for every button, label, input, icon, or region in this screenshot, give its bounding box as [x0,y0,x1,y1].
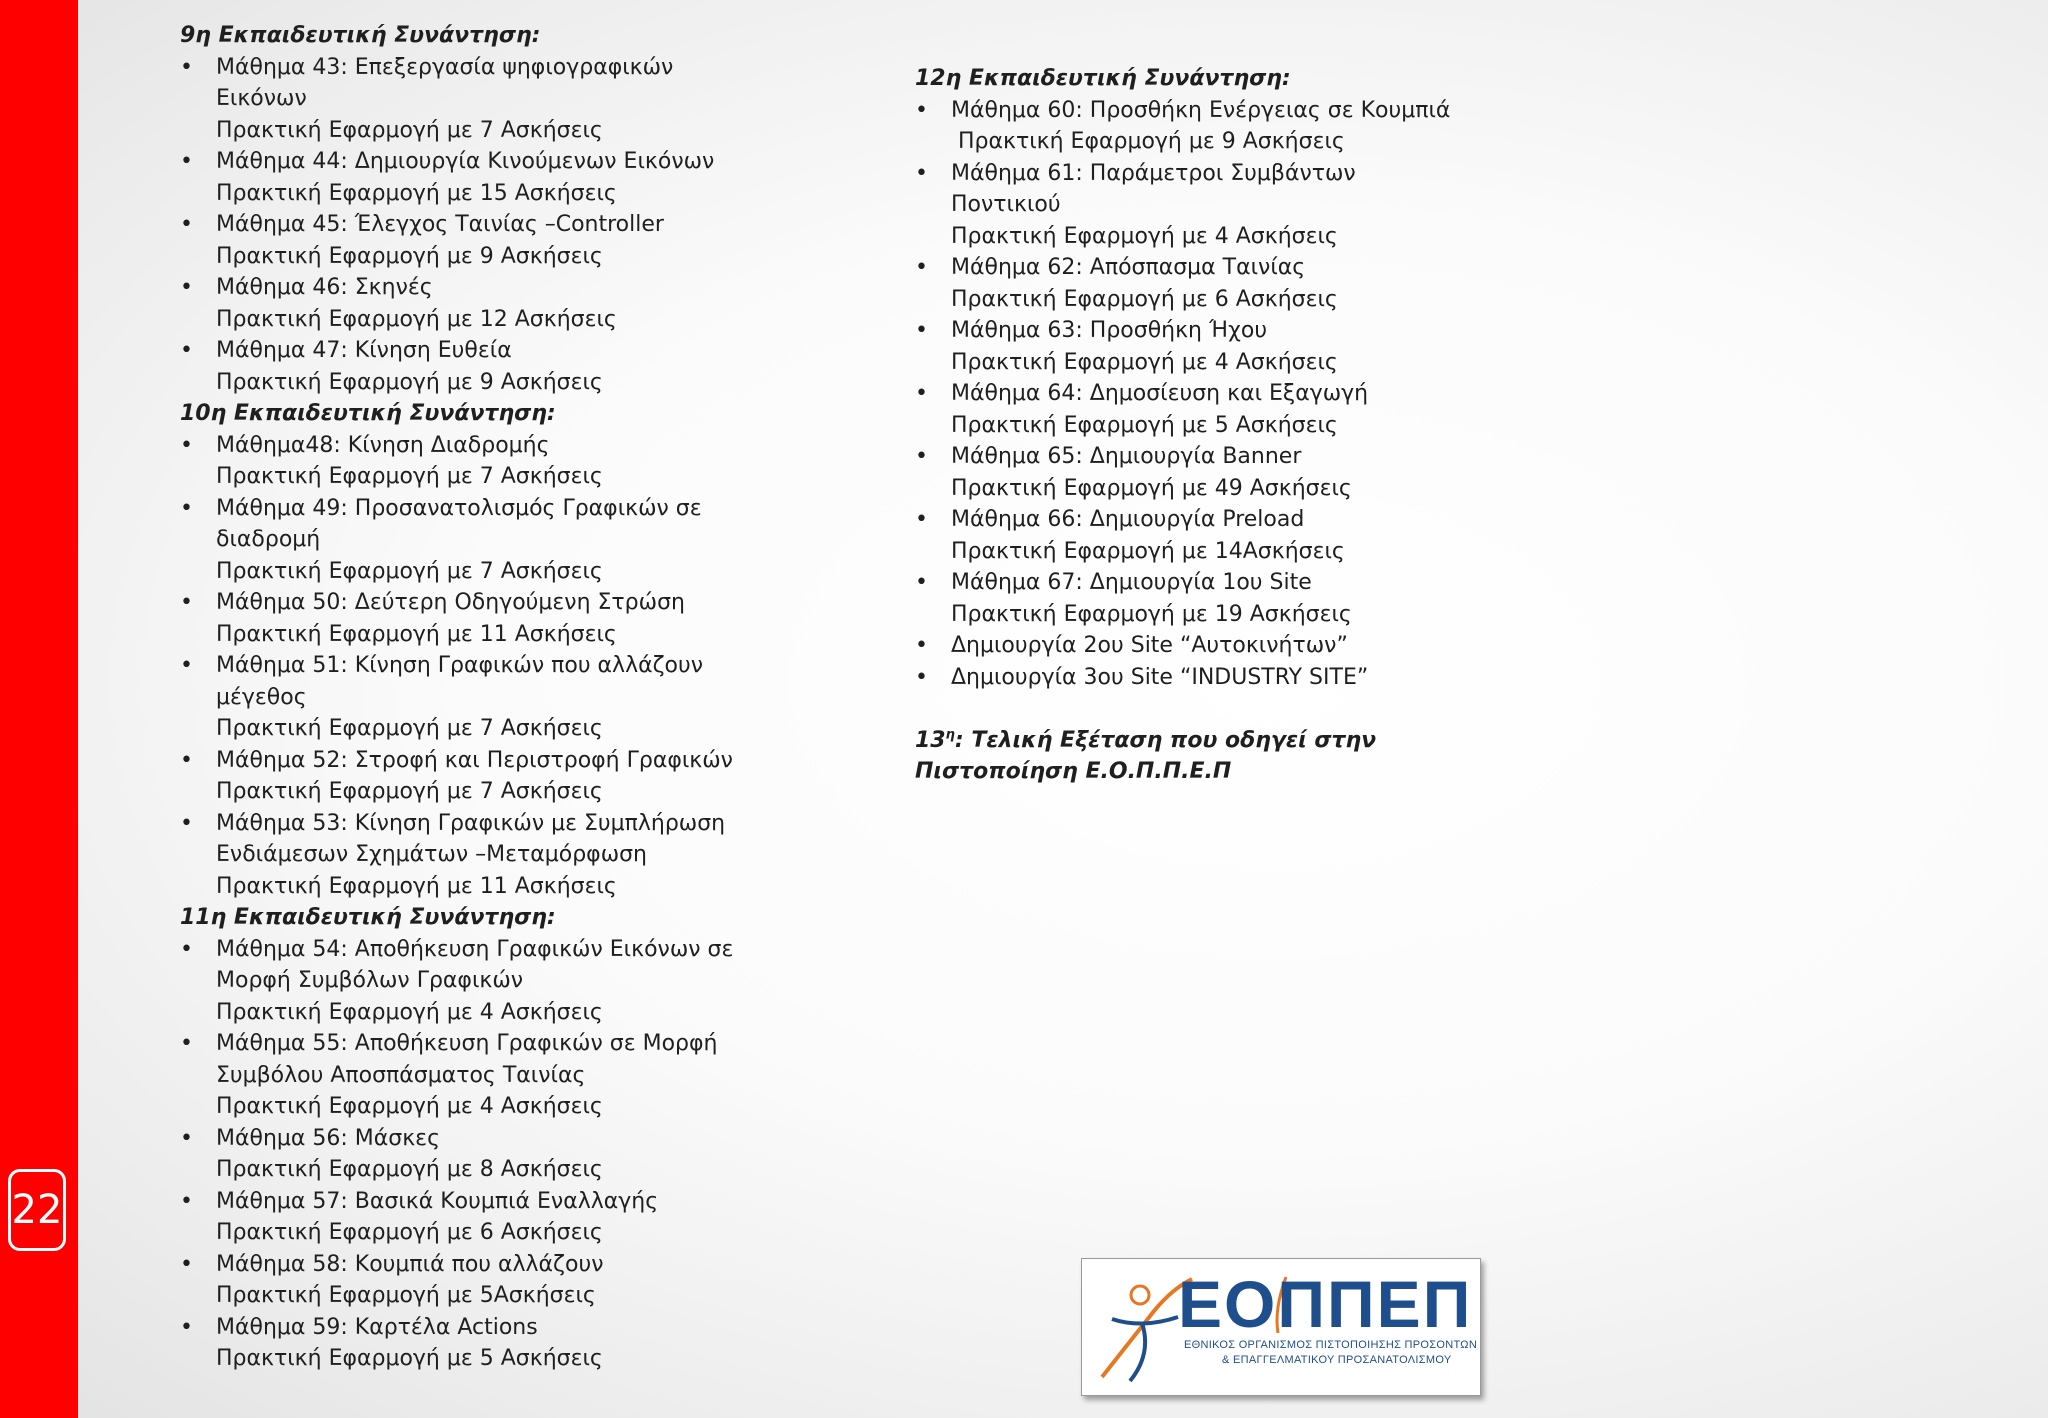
list-item [180,272,780,335]
lesson-title-cont: μέγεθος [216,684,307,710]
lesson-list [180,52,780,399]
lesson-title: • Μάθημα 66: Δημιουργία Preload [951,507,1305,532]
lesson-practice: Πρακτική Εφαρμογή με 5 Ασκήσεις [216,1346,603,1371]
right-column [915,63,1535,788]
lesson-title-cont: Συμβόλου Αποσπάσματος Ταινίας [216,1062,586,1088]
lesson-title: • Μάθημα 52: Στροφή και Περιστροφή Γραφικών [216,747,733,773]
lesson-practice: Πρακτική Εφαρμογή με 6 Ασκήσεις [951,286,1338,312]
lesson-title: • Μάθημα48: Κίνηση Διαδρομής [216,432,550,458]
logo-subtitle-1: ΕΘΝΙΚΟΣ ΟΡΓΑΝΙΣΜΟΣ ΠΙΣΤΟΠΟΙΗΣΗΣ ΠΡΟΣΟΝΤΩΝ [1184,1339,1478,1351]
lesson-title: • Μάθημα 67: Δημιουργία 1ου Site [951,570,1312,595]
section-9 [180,20,780,398]
lesson-practice: Πρακτική Εφαρμογή με 7 Ασκήσεις [216,558,603,584]
lesson-title-cont: διαδρομή [216,527,321,552]
logo-title: ΕΟΠΠΕΠ [1178,1267,1473,1341]
list-item [180,1028,780,1123]
section-10 [180,398,780,902]
lesson-practice: Πρακτική Εφαρμογή με 4 Ασκήσεις [951,223,1338,249]
list-item [180,335,780,398]
lesson-practice: Πρακτική Εφαρμογή με 4 Ασκήσεις [216,1094,603,1119]
lesson-practice: Πρακτική Εφαρμογή με 11 Ασκήσεις [216,873,617,899]
lesson-practice: Πρακτική Εφαρμογή με 19 Ασκήσεις [951,601,1352,627]
lesson-list [180,934,780,1375]
list-item [915,158,1535,253]
list-item [915,504,1535,567]
lesson-practice: Πρακτική Εφαρμογή με 9 Ασκήσεις [951,129,1345,154]
lesson-title: • Μάθημα 51: Κίνηση Γραφικών που αλλάζουν [216,653,704,678]
section-heading: 11η Εκπαιδευτική Συνάντηση: [180,905,556,930]
section-11 [180,902,780,1375]
list-item [180,587,780,650]
list-item [180,745,780,808]
lesson-title: • Μάθημα 45: Έλεγχος Ταινίας –Controller [216,212,664,237]
list-item [180,430,780,493]
lesson-practice: Πρακτική Εφαρμογή με 9 Ασκήσεις [216,243,603,269]
list-item [180,650,780,745]
list-item [180,146,780,209]
final-superscript: η [945,727,955,743]
lesson-practice: Πρακτική Εφαρμογή με 7 Ασκήσεις [216,464,603,489]
lesson-title-cont: Ποντικιού [951,192,1061,217]
site-item: • Δημιουργία 2ου Site “Αυτοκινήτων” [951,633,1348,658]
list-item [180,1249,780,1312]
lesson-practice: Πρακτική Εφαρμογή με 49 Ασκήσεις [951,475,1352,501]
lesson-title: • Μάθημα 44: Δημιουργία Κινούμενων Εικόνων [216,149,715,174]
lesson-title: • Μάθημα 47: Κίνηση Ευθεία [216,338,512,363]
lesson-title: • Μάθημα 58: Κουμπιά που αλλάζουν [216,1251,604,1277]
lesson-practice: Πρακτική Εφαρμογή με 4 Ασκήσεις [216,999,603,1025]
lesson-title: • Μάθημα 50: Δεύτερη Οδηγούμενη Στρώση [216,590,685,615]
lesson-title: • Μάθημα 53: Κίνηση Γραφικών με Συμπλήρωση [216,810,726,836]
list-item [180,1186,780,1249]
lesson-title: • Μάθημα 57: Βασικά Κουμπιά Εναλλαγής [216,1188,659,1214]
final-number: 13 [915,727,946,753]
final-line-1: : Τελική Εξέταση που οδηγεί στην [954,727,1377,753]
list-item [915,567,1535,630]
lesson-practice: Πρακτική Εφαρμογή με 12 Ασκήσεις [216,306,617,332]
lesson-title: • Μάθημα 55: Αποθήκευση Γραφικών σε Μορφή [216,1031,718,1056]
list-item [180,1123,780,1186]
site-item: • Δημιουργία 3ου Site “INDUSTRY SITE” [951,664,1369,690]
lesson-practice: Πρακτική Εφαρμογή με 7 Ασκήσεις [216,716,603,741]
list-item [180,209,780,272]
list-item [915,315,1535,378]
lesson-practice: Πρακτική Εφαρμογή με 7 Ασκήσεις [216,117,603,143]
lesson-practice: Πρακτική Εφαρμογή με 14Ασκήσεις [951,538,1345,564]
lesson-practice: Πρακτική Εφαρμογή με 9 Ασκήσεις [216,369,603,395]
lesson-title-cont: Ενδιάμεσων Σχημάτων –Μεταμόρφωση [216,842,647,867]
section-12 [915,63,1535,693]
list-item [915,662,1535,694]
lesson-practice: Πρακτική Εφαρμογή με 6 Ασκήσεις [216,1220,603,1245]
lesson-practice: Πρακτική Εφαρμογή με 5 Ασκήσεις [951,412,1338,438]
list-item [915,378,1535,441]
lesson-title: • Μάθημα 59: Καρτέλα Actions [216,1314,538,1340]
lesson-practice: Πρακτική Εφαρμογή με 7 Ασκήσεις [216,779,603,804]
list-item [180,934,780,1029]
lesson-title: • Μάθημα 49: Προσανατολισμός Γραφικών σε [216,495,702,521]
section-heading: 9η Εκπαιδευτική Συνάντηση: [180,23,541,48]
lesson-practice: Πρακτική Εφαρμογή με 4 Ασκήσεις [951,349,1338,375]
lesson-title: • Μάθημα 54: Αποθήκευση Γραφικών Εικόνων σε [216,936,734,962]
lesson-practice: Πρακτική Εφαρμογή με 11 Ασκήσεις [216,621,617,647]
lesson-title: • Μάθημα 63: Προσθήκη Ήχου [951,318,1268,343]
final-line-2: Πιστοποίηση Ε.Ο.Π.Π.Ε.Π [915,759,1232,784]
list-item [915,95,1535,158]
lesson-title-cont: Μορφή Συμβόλων Γραφικών [216,968,524,993]
section-heading: 12η Εκπαιδευτική Συνάντηση: [915,66,1291,91]
lesson-title-cont: Εικόνων [216,86,307,111]
list-item [180,1312,780,1375]
lesson-title: • Μάθημα 61: Παράμετροι Συμβάντων [951,160,1356,186]
lesson-title: • Μάθημα 56: Μάσκες [216,1125,440,1151]
list-item [915,441,1535,504]
lesson-list [180,430,780,903]
page-number: 22 [11,1187,63,1233]
list-item [180,52,780,147]
page-number-badge [8,1169,66,1251]
lesson-title: • Μάθημα 60: Προσθήκη Ενέργειας σε Κουμπιά [951,97,1451,123]
eoppep-logo [1081,1258,1481,1396]
lesson-title: • Μάθημα 64: Δημοσίευση και Εξαγωγή [951,381,1369,406]
lesson-title: • Μάθημα 43: Επεξεργασία ψηφιογραφικών [216,54,674,80]
list-item [915,630,1535,662]
list-item [915,252,1535,315]
lesson-practice: Πρακτική Εφαρμογή με 8 Ασκήσεις [216,1157,603,1182]
logo-subtitle-2: & ΕΠΑΓΓΕΛΜΑΤΙΚΟΥ ΠΡΟΣΑΝΑΤΟΛΙΣΜΟΥ [1222,1354,1452,1366]
lesson-practice: Πρακτική Εφαρμογή με 15 Ασκήσεις [216,180,617,206]
lesson-title: • Μάθημα 62: Απόσπασμα Ταινίας [951,255,1306,280]
list-item [180,493,780,588]
lesson-list [915,95,1535,694]
section-heading: 10η Εκπαιδευτική Συνάντηση: [180,401,556,426]
lesson-title: • Μάθημα 46: Σκηνές [216,275,433,300]
final-exam-note [915,725,1535,788]
left-column [180,20,780,1375]
lesson-practice: Πρακτική Εφαρμογή με 5Ασκήσεις [216,1283,596,1308]
list-item [180,808,780,903]
lesson-title: • Μάθημα 65: Δημιουργία Banner [951,444,1302,469]
